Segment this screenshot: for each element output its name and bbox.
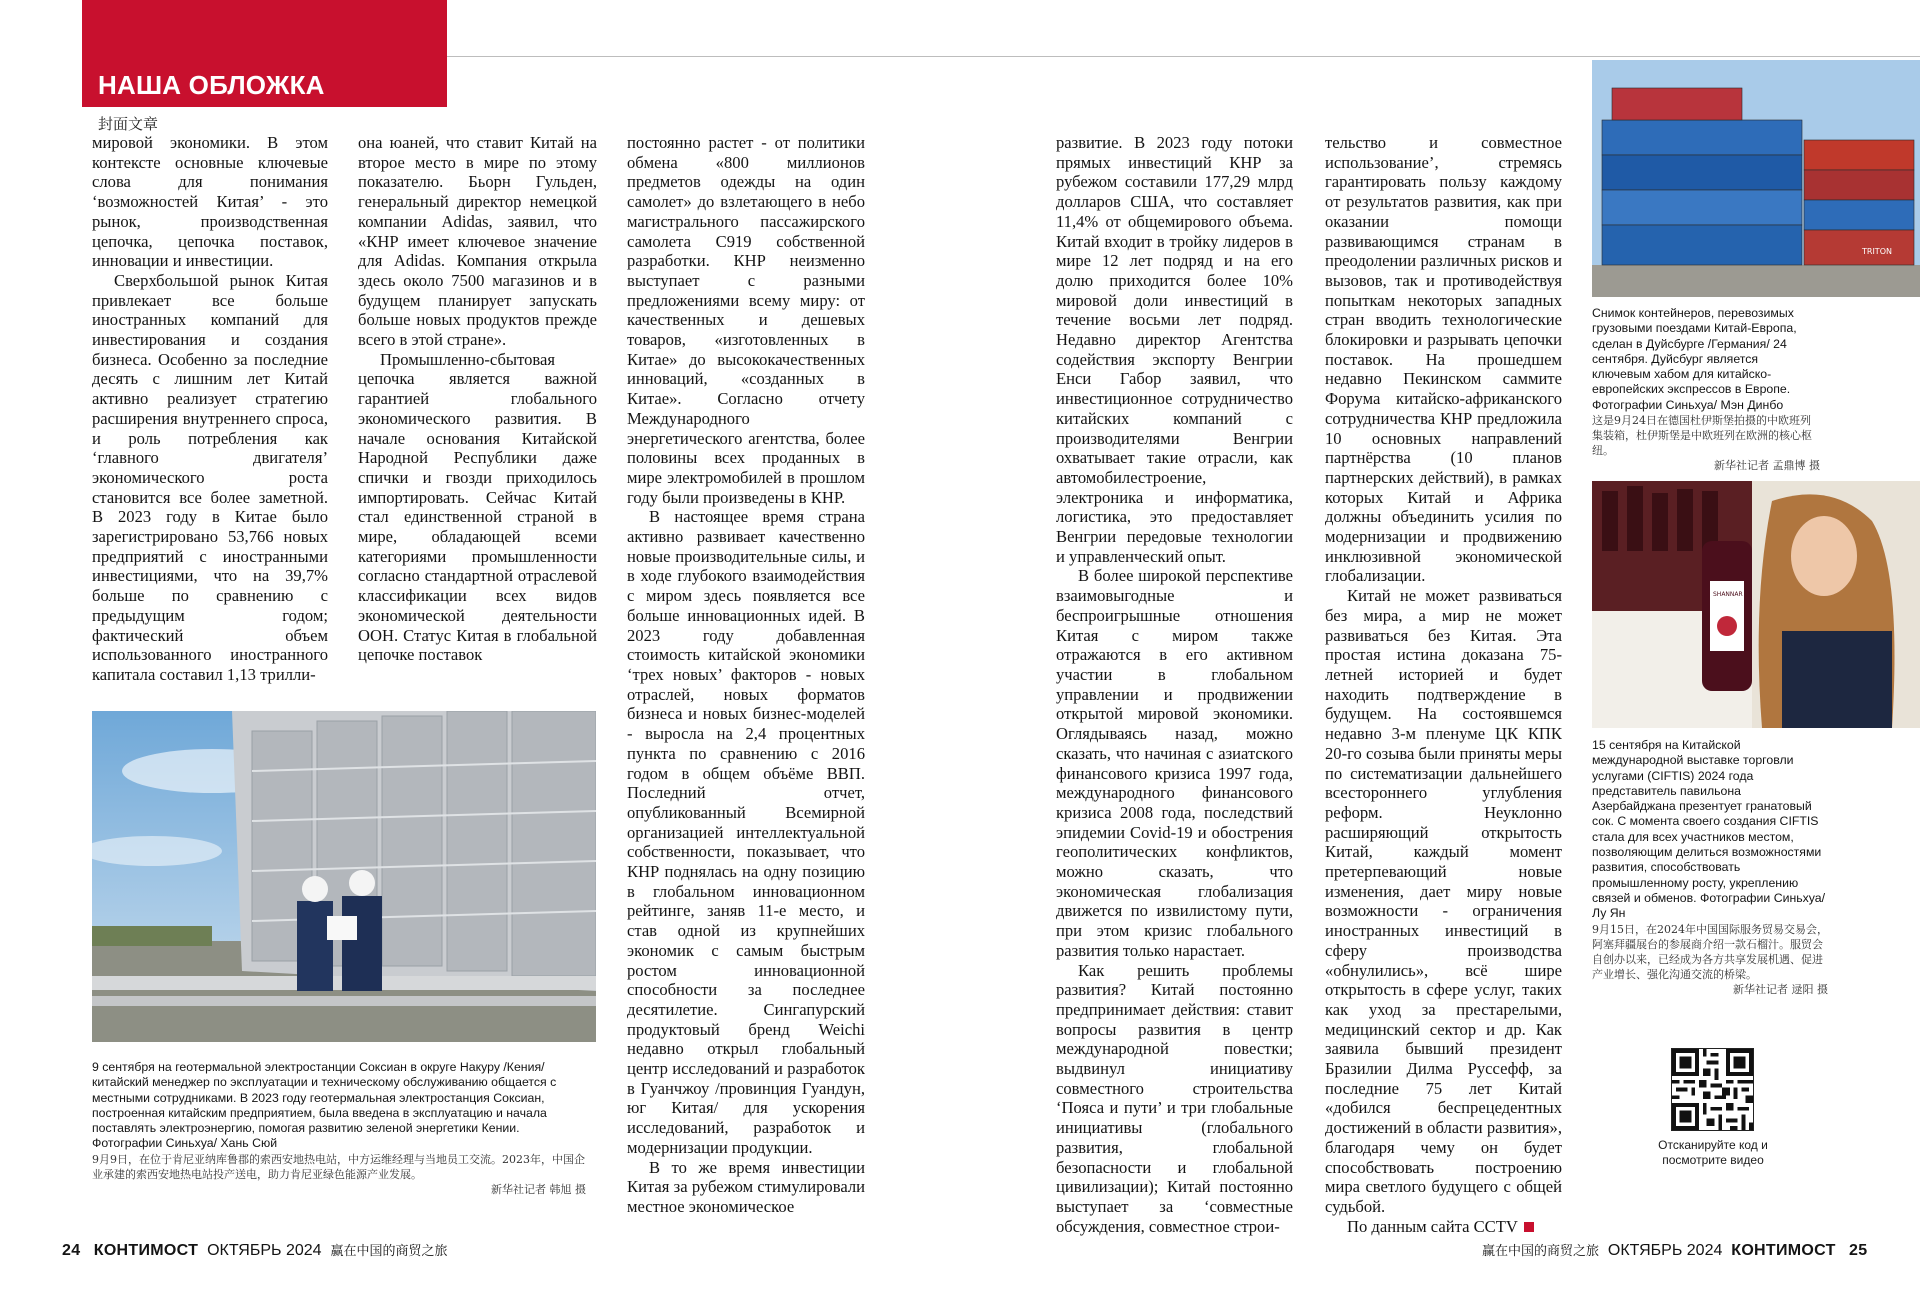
container-brand-text: TRITON: [1862, 247, 1892, 256]
slogan-cn: 赢在中国的商贸之旅: [1482, 1244, 1600, 1259]
caption-text: 15 сентября на Китайской международной выставке торговли услугами (CIFTIS) 2024 года представитель павильона Азербайджана презентует гранатовый сок. С момента своего создания CIFTIS стала для всех участников местом, позволяющим делиться возможностями развития, способствовать промышленному росту, укреплению связей и обменов. Фотографии Синьхуа/ Лу Ян: [1592, 738, 1826, 921]
text-column-5: [1325, 133, 1562, 1236]
magazine-name: КОНТИМОСТ: [1731, 1242, 1836, 1259]
paragraph: В то же время инвестиции Китая за рубежом стимулировали местное экономическое: [627, 1157, 865, 1216]
caption-text-cn: 9月9日，在位于肯尼亚纳库鲁郡的索西安地热电站，中方运维经理与当地员工交流。2023年，中国企业承建的索西安地热电站投产送电，助力肯尼亚绿色能源产业发展。: [92, 1152, 585, 1181]
paragraph: Промышленно-сбытовая цепочка является важной гарантией глобального экономического развития. В начале основания Китайской Народной Республики даже спички и гвозди приходилось импортировать. Сейчас Китай стал единственной страной в мире, обладающей всеми категориями промышленности согласно стандартной отраслевой классификации всех видов экономической деятельности ООН. Статус Китая в глобальной цепочке поставок: [358, 349, 597, 665]
section-banner: [82, 0, 447, 107]
text-column-2: [358, 133, 597, 665]
photo-containers: [1592, 60, 1920, 297]
footer-left: [62, 1240, 447, 1260]
issue-date: ОКТЯБРЬ 2024: [207, 1242, 322, 1259]
paragraph: [1325, 1217, 1562, 1237]
caption-ciftis: [1592, 738, 1828, 997]
paragraph: тельство и совместное использование’, стремясь гарантировать пользу каждому от результатов развития, как при оказании помощи развивающимся странам в преодолении различных рисков и вызовов, так и противодействуя попыткам некоторых западных стран вводить технологические блокировки и разрывать цепочки поставок. На прошедшем недавно Пекинском саммите Форума китайско-африканского сотрудничества КНР предложила 10 основных направлений партнёрства (10 планов партнерских действий), в рамках которых Китай и Африка должны объединить усилия по модернизации и продвижению инклюзивной экономической глобализации.: [1325, 133, 1562, 586]
caption-geothermal: [92, 1060, 586, 1197]
slogan-cn: 赢在中国的商贸之旅: [330, 1244, 448, 1259]
caption-containers: [1592, 306, 1820, 473]
photo-geothermal-plant: [92, 711, 596, 1042]
caption-text: Снимок контейнеров, перевозимых грузовыми поездами Китай-Европа, сделан в Дуйсбурге /Германия/ 24 сентября. Дуйсбург является ключевым хабом для китайско-европейских экспрессов в Европе. Фотографии Синьхуа/ Мэн Динбо: [1592, 306, 1797, 412]
source-credit: По данным сайта CCTV: [1347, 1216, 1518, 1236]
page-number: 25: [1849, 1242, 1868, 1259]
caption-text-cn: 这是9月24日在德国杜伊斯堡拍摄的中欧班列集装箱，杜伊斯堡是中欧班列在欧洲的核心枢纽。: [1592, 414, 1812, 458]
photo-credit-cn: 新华社记者 韩旭 摄: [491, 1182, 586, 1196]
page-number: 24: [62, 1242, 81, 1259]
paragraph: В более широкой перспективе взаимовыгодные и беспроигрышные отношения Китая с миром также отражаются в его активном участии в глобальном управлении и продвижении открытой мировой экономики. Оглядываясь назад, можно сказать, что начиная с азиатского финансового кризиса 1997 года, международного финансового кризиса 2008 года, последствий эпидемии Covid-19 и обострения геополитических конфликтов, можно сказать, что экономическая глобализация движется по извилистому пути, при этом кризис глобального развития только нарастает.: [1056, 566, 1293, 960]
photo-ciftis-juice: [1592, 481, 1920, 728]
qr-code-icon[interactable]: [1671, 1048, 1754, 1131]
section-subtitle-cn: 封面文章: [98, 115, 159, 133]
section-title: НАША ОБЛОЖКА: [98, 70, 325, 100]
text-column-1: [92, 133, 328, 685]
footer-right: [1482, 1240, 1867, 1260]
paragraph: развитие. В 2023 году потоки прямых инвестиций КНР за рубежом составили 177,29 млрд долларов США, что составляет 11,4% от общемирового объема. Китай входит в тройку лидеров в мире 12 лет подряд и на его долю приходится более 10% мировой доли инвестиций в течение восьми лет подряд. Недавно директор Агентства содействия экспорту Венгрии Енси Габор заявил, что инвестиционное сотрудничество китайских компаний с производителями Венгрии охватывает такие отрасли, как автомобилестроение, электроника и информатика, логистика, это предоставляет Венгрии передовые технологии и управленческий опыт.: [1056, 133, 1293, 566]
end-mark-icon: [1524, 1222, 1534, 1232]
paragraph: Китай не может развиваться без мира, а мир не может развиваться без Китая. Эта простая истина доказана 75-летней историей и будет находить подтверждение в будущем. На состоявшемся недавно 3-м пленуме ЦК КПК 20-го созыва были приняты меры по систематизации дальнейшего всестороннего углубления реформ. Неуклонно расширяющий открытость Китай, каждый момент претерпевающий новые изменения, дает миру новые возможности - ограничения иностранных инвестиций в сферу производства «обнулились», всё шире открытость в сфере услуг, таких как уход за престарелыми, медицинский сектор и др. Как заявила бывший президент Бразилии Дилма Руссефф, за последние 75 лет Китай «добился беспрецедентных достижений в области развития», благодаря чему он будет способствовать построению мира светлого будущего с общей судьбой.: [1325, 586, 1562, 1216]
paragraph: постоянно растет - от политики обмена «800 миллионов предметов одежды на один самолет» до взлетающего в небо магистрального пассажирского самолета С919 собственной разработки. КНР неизменно выступает с разными предложениями всему миру: от качественных и дешевых товаров, «изготовленных в Китае» до высококачественных инноваций, «созданных в Китае». Согласно отчету Международного энергетического агентства, более половины всех проданных в мире электромобилей в прошлом году были произведены в КНР.: [627, 133, 865, 507]
paragraph: Сверхбольшой рынок Китая привлекает все больше иностранных компаний для инвестирования и создания бизнеса. Особенно за последние десять с лишним лет Китай активно реализует стратегию расширения внутреннего спроса, и роль потребления как ‘главного двигателя’ экономического роста становится все более заметной. В 2023 году в Китае было зарегистрировано 53,766 новых предприятий с иностранными инвестициями, что на 39,7% больше по сравнению с предыдущим годом; фактический объем использованного иностранного капитала составил 1,13 трилли-: [92, 270, 328, 684]
top-rule: [447, 56, 1920, 57]
paragraph: мировой экономики. В этом контексте основные ключевые слова для понимания ‘возможностей Китая’ - это рынок, производственная цепочка, цепочка поставок, инновации и инвестиции.: [92, 133, 328, 271]
issue-date: ОКТЯБРЬ 2024: [1607, 1242, 1723, 1259]
photo-credit-cn: 新华社记者 孟鼎博 摄: [1714, 459, 1820, 473]
paragraph: она юаней, что ставит Китай на второе место в мире по этому показателю. Бьорн Гульден, генеральный директор немецкой компании Adidas, заявил, что «КНР имеет ключевое значение для Adidas. Компания открыла здесь около 7500 магазинов и в будущем планирует запускать больше новых продуктов прежде всего в этой стране».: [358, 133, 597, 350]
caption-text-cn: 9月15日，在2024年中国国际服务贸易交易会，阿塞拜疆展台的参展商介绍一款石榴汁。服贸会自创办以来，已经成为各方共享发展机遇、促进产业增长、强化沟通交流的桥梁。: [1592, 922, 1828, 981]
magazine-name: КОНТИМОСТ: [93, 1242, 199, 1259]
photo-credit-cn: 新华社记者 逯阳 摄: [1733, 982, 1828, 996]
qr-caption: Отсканируйте код и посмотрите видео: [1658, 1138, 1768, 1167]
caption-text: 9 сентября на геотермальной электростанции Соксиан в округе Накуру /Кения/ китайский менеджер по эксплуатации и техническому обслуживанию общается с местными сотрудниками. В 2023 году геотермальная электростанция Соксиан, построенная китайским предприятием, была введена в эксплуатацию и начала поставлять электроэнергию, помогая развитию зеленой энергетики Кении. Фотографии Синьхуа/ Хань Сюй: [92, 1060, 557, 1151]
text-column-3: [627, 133, 865, 1217]
paragraph: Как решить проблемы развития? Китай постоянно предпринимает действия: ставит вопросы развития в центр международной повестки; выдвинул инициативу совместного строительства ‘Пояса и пути’ и три глобальные инициативы (глобального развития, глобальной безопасности и глобальной цивилизации); Китай постоянно выступает за ‘совместные обсуждения, совместное строи-: [1056, 960, 1293, 1236]
text-column-4: [1056, 133, 1293, 1236]
paragraph: В настоящее время страна активно развивает качественно новые производительные силы, и в ходе глубокого взаимодействия с миром здесь появляется все больше инновационных идей. В 2023 году добавленная стоимость китайской экономики ‘трех новых’ факторов - новых отраслей, новых форматов бизнеса и новых бизнес-моделей - выросла на 2,4 процентных пункта по сравнению с 2016 годом в общем объёме ВВП. Последний отчет, опубликованный Всемирной организацией интеллектуальной собственности, показывает, что КНР поднялась на одну позицию в глобальном инновационном рейтинге, заняв 11-е место, и став одной из крупнейших экономик с самым быстрым ростом инновационной способности за последнее десятилетие. Сингапурский продуктовый бренд Weichi недавно открыл глобальный центр исследований и разработок в Гуанчжоу /провинция Гуандун, юг Китая/ для ускорения исследований, разработок и модернизации продукции.: [627, 507, 865, 1157]
bottle-brand-text: SHANNAR: [1713, 591, 1743, 598]
